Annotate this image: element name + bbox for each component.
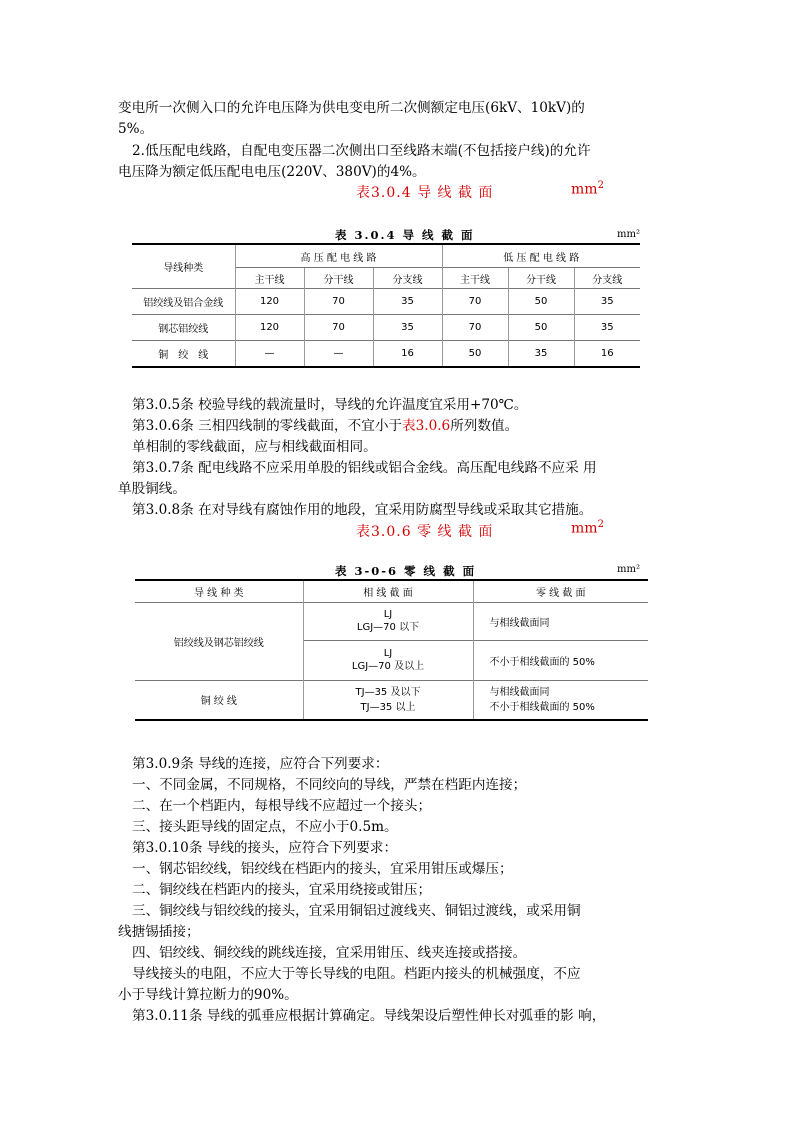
text-line: 电压降为额定低压配电电压(220V、380V)的4%。: [118, 164, 426, 180]
cell: 50: [508, 289, 574, 315]
text-line: 第3.0.7条 配电线路不应采用单股的铝线或铝合金线。高压配电线路不应采 用: [132, 460, 597, 476]
table-row: [132, 341, 640, 368]
text-line: 小于导线计算拉断力的90%。: [118, 987, 298, 1003]
table-title: 表 3.0.4 导 线 截 面: [335, 228, 475, 242]
row-label: 铝绞线及钢芯铝绞线: [135, 602, 303, 680]
cell: LJ LGJ—70 以下: [303, 602, 473, 640]
cell: 70: [442, 315, 508, 341]
row-label: 铝绞线及铝合金线: [132, 289, 235, 315]
header-cell: 导 线 种 类: [135, 580, 303, 602]
text-line: 导线接头的电阻，不应大于等长导线的电阻。档距内接头的机械强度，不应: [132, 966, 581, 982]
cell: 70: [442, 289, 508, 315]
section-table: [132, 243, 640, 368]
cell: TJ—35 及以下 TJ—35 以上: [303, 680, 473, 720]
table-row: [135, 602, 648, 640]
text-line: 第3.0.9条 导线的连接，应符合下列要求：: [132, 756, 389, 772]
row-label: 铜 绞 线: [132, 341, 235, 368]
text-line: 变电所一次侧入口的允许电压降为供电变电所二次侧额定电压(6kV、10kV)的: [118, 100, 585, 116]
text-line: 第3.0.5条 校验导线的载流量时，导线的允许温度宜采用+70℃。: [132, 397, 528, 413]
section-table: [135, 579, 648, 721]
group-header-low: 低 压 配 电 线 路: [442, 244, 640, 268]
row-label: 铜 绞 线: [135, 680, 303, 720]
cell: 70: [304, 289, 373, 315]
row-label: 钢芯铝绞线: [132, 315, 235, 341]
header-cell: 零 线 截 面: [473, 580, 648, 602]
cell: 不小于相线截面的 50%: [473, 640, 648, 680]
cell: 35: [574, 315, 640, 341]
table-unit: $mm^2$: [571, 180, 604, 198]
group-header-high: 高 压 配 电 线 路: [235, 244, 442, 268]
table-unit-label: mm²: [617, 229, 640, 240]
header-cell: 导线种类: [132, 244, 235, 289]
cell: 35: [574, 289, 640, 315]
text-line: 四、铝绞线、铜绞线的跳线连接，宜采用钳压、线夹连接或搭接。: [132, 945, 527, 961]
table-caption: 表3.0.4 导 线 截 面: [356, 185, 494, 201]
cell: 16: [574, 341, 640, 368]
header-cell: 分干线: [508, 268, 574, 289]
table-row: [132, 289, 640, 315]
cell: 50: [508, 315, 574, 341]
header-cell: 主干线: [235, 268, 304, 289]
text-line: 一、钢芯铝绞线，铝绞线在档距内的接头，宜采用钳压或爆压；: [132, 861, 513, 877]
text-line: 第3.0.10条 导线的接头，应符合下列要求：: [132, 840, 398, 856]
table-unit: $mm^2$: [571, 519, 604, 537]
cell: 35: [508, 341, 574, 368]
text-line: 单股铜线。: [118, 481, 186, 497]
text-line: 二、在一个档距内，每根导线不应超过一个接头；: [132, 798, 432, 814]
text-line: 第3.0.6条 三相四线制的零线截面，不宜小于表3.0.6所列数值。: [132, 418, 519, 434]
cell: 70: [304, 315, 373, 341]
text-line: 三、接头距导线的固定点，不应小于0.5m。: [132, 819, 398, 835]
header-cell: 分支线: [373, 268, 442, 289]
cell: —: [235, 341, 304, 368]
header-cell: 分干线: [304, 268, 373, 289]
cell: 16: [373, 341, 442, 368]
cell: LJ LGJ—70 及以上: [303, 640, 473, 680]
cell: 35: [373, 315, 442, 341]
table-unit-label: mm²: [617, 564, 640, 575]
cell: 与相线截面同 不小于相线截面的 50%: [473, 680, 648, 720]
table-title: 表 3-0-6 零 线 截 面: [335, 564, 477, 578]
text-line: 5%。: [118, 121, 154, 137]
text-line: 一、不同金属，不同规格，不同绞向的导线，严禁在档距内连接；: [132, 777, 527, 793]
text-line: 2.低压配电线路，自配电变压器二次侧出口至线路末端(不包括接户线)的允许: [132, 143, 591, 159]
text-line: 第3.0.8条 在对导线有腐蚀作用的地段，宜采用防腐型导线或采取其它措施。: [132, 502, 593, 518]
text-line: 单相制的零线截面，应与相线截面相同。: [132, 439, 377, 455]
table-row: [132, 315, 640, 341]
text-line: 三、铜绞线与铝绞线的接头，宜采用铜铝过渡线夹、铜铝过渡线，或采用铜: [132, 903, 581, 919]
cell: 与相线截面同: [473, 602, 648, 640]
header-cell: 分支线: [574, 268, 640, 289]
cell: —: [304, 341, 373, 368]
text-line: 线搪锡插接；: [118, 924, 200, 940]
text-line: 第3.0.11条 导线的弧垂应根据计算确定。导线架设后塑性伸长对弧垂的影 响，: [132, 1008, 606, 1024]
cell: 35: [373, 289, 442, 315]
cell: 120: [235, 289, 304, 315]
table-reference-link[interactable]: 表3.0.6: [402, 418, 451, 434]
cell: 50: [442, 341, 508, 368]
table-caption: 表3.0.6 零 线 截 面: [356, 524, 494, 540]
cell: 120: [235, 315, 304, 341]
header-cell: 相 线 截 面: [303, 580, 473, 602]
header-cell: 主干线: [442, 268, 508, 289]
text-line: 二、铜绞线在档距内的接头，宜采用绕接或钳压；: [132, 882, 432, 898]
table-row: [135, 680, 648, 720]
